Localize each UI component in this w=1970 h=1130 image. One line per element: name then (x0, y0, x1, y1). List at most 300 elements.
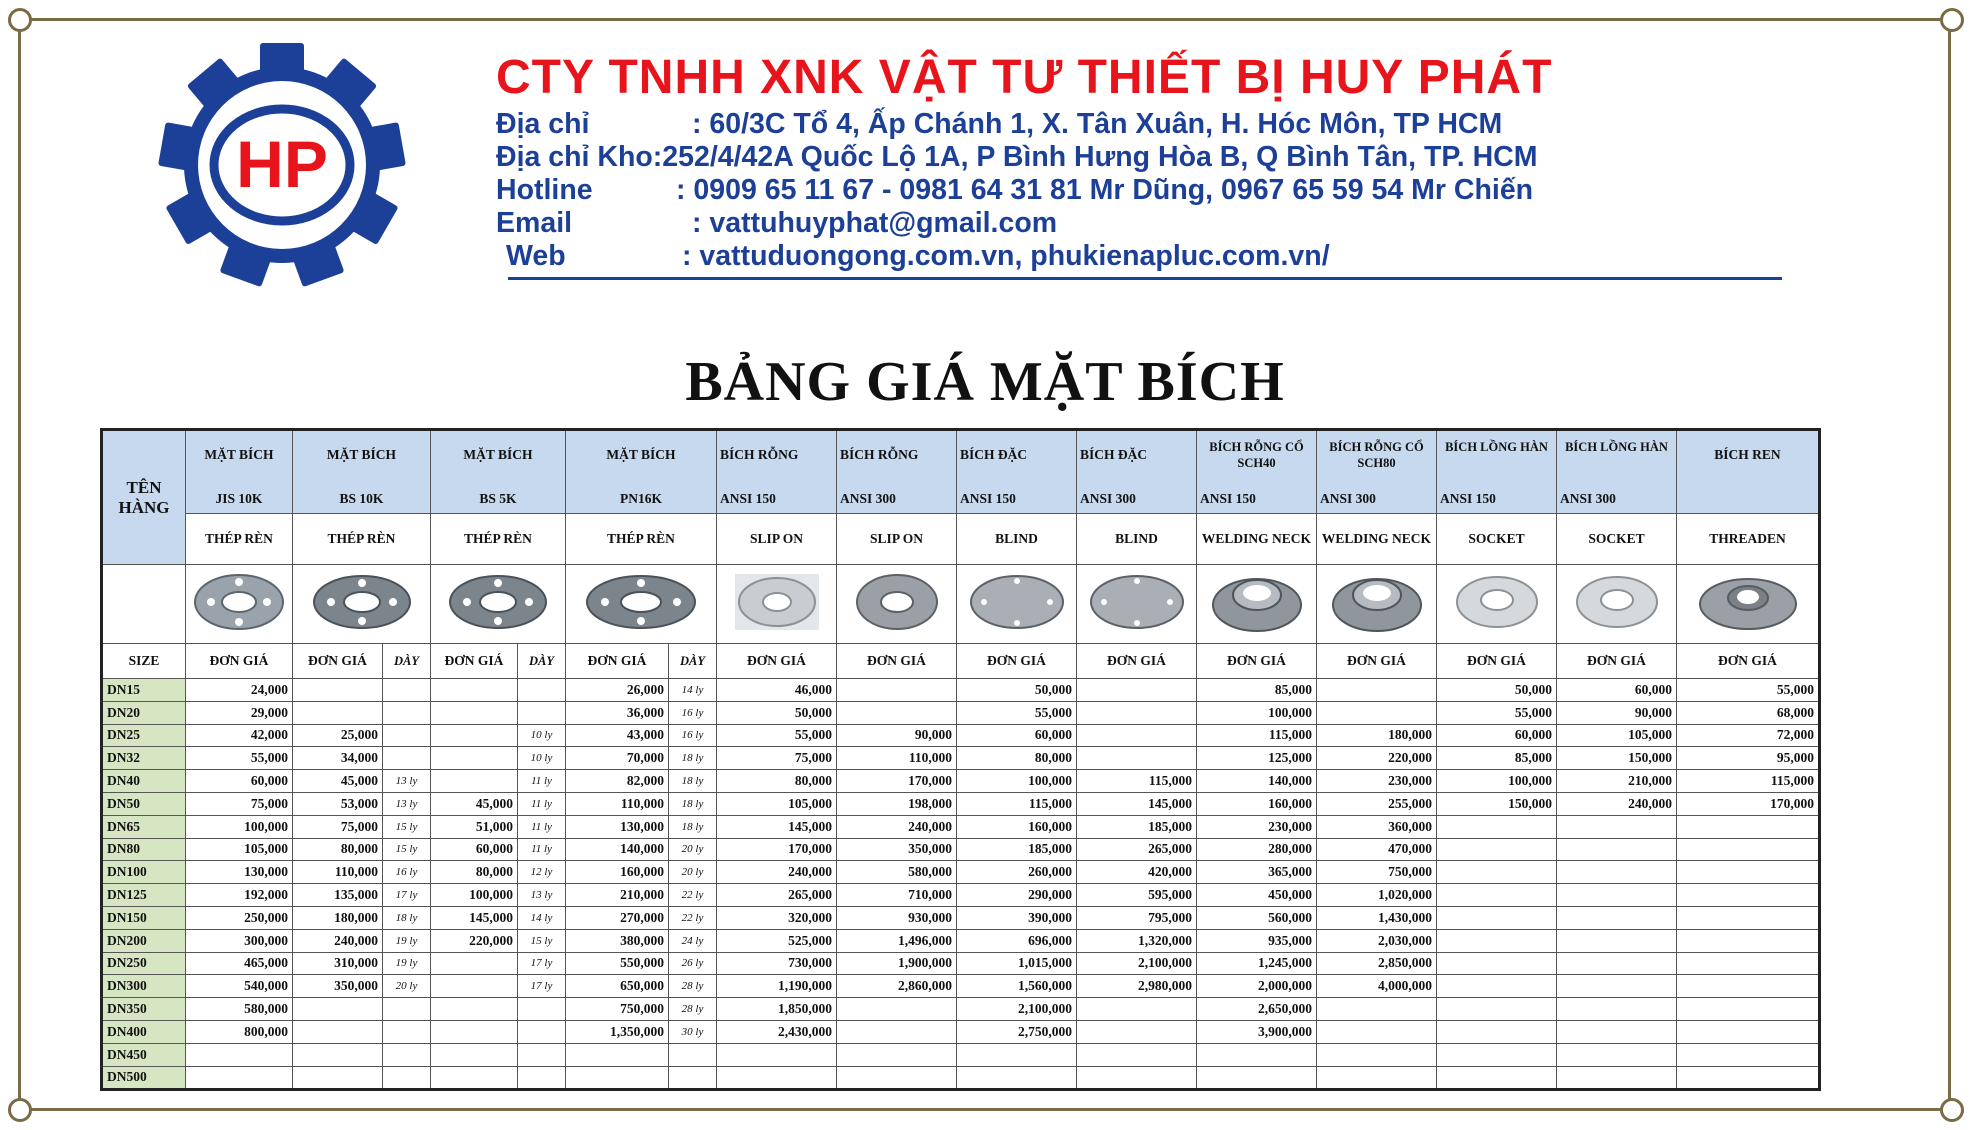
price-cell (293, 1043, 383, 1066)
size-cell: DN20 (102, 701, 186, 724)
price-cell: 185,000 (957, 838, 1077, 861)
name-header (102, 430, 186, 565)
thickness-cell: 20 ly (669, 838, 717, 861)
price-label: ĐƠN GIÁ (431, 644, 518, 679)
table-row (102, 724, 1820, 747)
thickness-cell: 30 ly (669, 1020, 717, 1043)
price-cell: 55,000 (957, 701, 1077, 724)
price-cell (431, 952, 518, 975)
size-cell: DN250 (102, 952, 186, 975)
flange-image-blind-300 (1077, 565, 1197, 644)
price-cell (717, 1066, 837, 1090)
flange-image-bs5k (431, 565, 566, 644)
flange-image-socket-300 (1557, 565, 1677, 644)
table-row (102, 792, 1820, 815)
thickness-cell: 10 ly (518, 747, 566, 770)
price-cell: 320,000 (717, 906, 837, 929)
price-label: ĐƠN GIÁ (837, 644, 957, 679)
price-cell: 105,000 (1557, 724, 1677, 747)
price-cell: 220,000 (431, 929, 518, 952)
price-cell: 2,650,000 (1197, 998, 1317, 1021)
price-cell: 100,000 (1197, 701, 1317, 724)
price-cell (1557, 998, 1677, 1021)
price-cell: 240,000 (1557, 792, 1677, 815)
price-cell: 795,000 (1077, 906, 1197, 929)
price-cell (1437, 1020, 1557, 1043)
price-cell: 250,000 (186, 906, 293, 929)
thickness-cell: 26 ly (669, 952, 717, 975)
size-cell: DN50 (102, 792, 186, 815)
price-cell: 130,000 (186, 861, 293, 884)
price-cell: 290,000 (957, 884, 1077, 907)
price-cell: 36,000 (566, 701, 669, 724)
price-cell: 1,430,000 (1317, 906, 1437, 929)
price-label: ĐƠN GIÁ (717, 644, 837, 679)
col-header-wn-sch40 (1197, 430, 1317, 514)
type-wn-sch40: WELDING NECK (1197, 514, 1317, 565)
price-cell: 140,000 (1197, 770, 1317, 793)
price-cell: 95,000 (1677, 747, 1820, 770)
price-cell: 650,000 (566, 975, 669, 998)
thickness-cell: 15 ly (383, 838, 431, 861)
frame-right (1948, 20, 1951, 1110)
col-header-blind-150 (957, 430, 1077, 514)
thickness-cell (518, 1066, 566, 1090)
price-cell (1557, 884, 1677, 907)
col-header-slipon-300 (837, 430, 957, 514)
price-cell: 1,850,000 (717, 998, 837, 1021)
price-cell: 220,000 (1317, 747, 1437, 770)
price-cell: 580,000 (837, 861, 957, 884)
price-cell: 2,030,000 (1317, 929, 1437, 952)
thickness-cell: 18 ly (669, 770, 717, 793)
price-cell: 380,000 (566, 929, 669, 952)
type-wn-sch80: WELDING NECK (1317, 514, 1437, 565)
thickness-cell: 19 ly (383, 952, 431, 975)
frame-corner-br (1940, 1098, 1964, 1122)
price-cell (1437, 838, 1557, 861)
price-cell: 270,000 (566, 906, 669, 929)
price-cell (1317, 679, 1437, 702)
info-address-label: Địa chỉ (496, 108, 590, 140)
gear-logo-icon (122, 40, 452, 290)
price-cell: 160,000 (1197, 792, 1317, 815)
thickness-cell: 22 ly (669, 884, 717, 907)
price-cell: 75,000 (186, 792, 293, 815)
slip-on-flange-icon (729, 570, 825, 634)
price-cell: 240,000 (293, 929, 383, 952)
size-cell: DN200 (102, 929, 186, 952)
col-header-line1: MẶT BÍCH (204, 447, 274, 462)
company-info (496, 108, 1538, 273)
price-cell (1317, 701, 1437, 724)
price-cell (186, 1066, 293, 1090)
slip-on-flange-icon (849, 570, 945, 634)
col-header-line2: ANSI 150 (960, 491, 1016, 506)
size-cell: DN150 (102, 906, 186, 929)
type-socket-300: SOCKET (1557, 514, 1677, 565)
price-cell: 198,000 (837, 792, 957, 815)
price-cell: 1,560,000 (957, 975, 1077, 998)
name-header-line2: HÀNG (118, 497, 170, 517)
thickness-cell: 15 ly (518, 929, 566, 952)
info-warehouse (496, 141, 1538, 174)
price-cell: 29,000 (186, 701, 293, 724)
price-cell (1677, 838, 1820, 861)
thickness-cell: 16 ly (383, 861, 431, 884)
price-cell (837, 679, 957, 702)
flange-image-slipon-300 (837, 565, 957, 644)
price-cell (431, 770, 518, 793)
type-jis10k: THÉP RÈN (186, 514, 293, 565)
price-cell: 170,000 (1677, 792, 1820, 815)
price-cell: 68,000 (1677, 701, 1820, 724)
thickness-cell (518, 1020, 566, 1043)
thickness-cell: 10 ly (518, 724, 566, 747)
size-cell: DN80 (102, 838, 186, 861)
thickness-cell: 28 ly (669, 975, 717, 998)
info-hotline-value: : 0909 65 11 67 - 0981 64 31 81 Mr Dũng, 0967 65 59 54 Mr Chiến (676, 174, 1534, 206)
frame-corner-tr (1940, 8, 1964, 32)
price-cell (1437, 906, 1557, 929)
price-cell: 360,000 (1317, 815, 1437, 838)
thickness-cell (518, 679, 566, 702)
table-row (102, 975, 1820, 998)
thickness-cell: 11 ly (518, 838, 566, 861)
flange-image-blind-150 (957, 565, 1077, 644)
thickness-cell: 22 ly (669, 906, 717, 929)
size-cell: DN125 (102, 884, 186, 907)
info-address-value: : 60/3C Tổ 4, Ấp Chánh 1, X. Tân Xuân, H. Hóc Môn, TP HCM (692, 108, 1503, 140)
price-cell (1317, 1020, 1437, 1043)
flange-plate-icon (307, 571, 417, 633)
info-underline (508, 277, 1782, 280)
price-cell: 115,000 (957, 792, 1077, 815)
price-cell: 170,000 (837, 770, 957, 793)
price-label: ĐƠN GIÁ (1557, 644, 1677, 679)
price-cell: 34,000 (293, 747, 383, 770)
price-cell: 110,000 (566, 792, 669, 815)
thickness-cell (669, 1043, 717, 1066)
price-cell: 145,000 (1077, 792, 1197, 815)
price-rows (102, 679, 1820, 1090)
price-cell: 110,000 (293, 861, 383, 884)
price-cell (1077, 1020, 1197, 1043)
col-header-line1: BÍCH REN (1714, 447, 1781, 462)
col-header-line1: BÍCH ĐẶC (960, 447, 1028, 462)
price-cell: 90,000 (1557, 701, 1677, 724)
flange-image-slipon-150 (717, 565, 837, 644)
price-cell (431, 1066, 518, 1090)
price-cell: 3,900,000 (1197, 1020, 1317, 1043)
price-cell: 2,100,000 (957, 998, 1077, 1021)
thickness-cell (518, 1043, 566, 1066)
col-header-line1: BÍCH RỖNG (840, 447, 919, 462)
price-cell: 100,000 (431, 884, 518, 907)
flange-plate-icon (443, 571, 553, 633)
price-cell: 420,000 (1077, 861, 1197, 884)
col-header-line2: BS 5K (479, 491, 517, 506)
price-cell: 45,000 (293, 770, 383, 793)
flange-image-socket-150 (1437, 565, 1557, 644)
table-row (102, 701, 1820, 724)
thickness-cell: 18 ly (383, 906, 431, 929)
thickness-cell: 15 ly (383, 815, 431, 838)
size-cell: DN100 (102, 861, 186, 884)
price-cell: 265,000 (1077, 838, 1197, 861)
price-cell (1437, 975, 1557, 998)
price-cell (1197, 1043, 1317, 1066)
flange-image-wn-sch40 (1197, 565, 1317, 644)
price-cell: 160,000 (566, 861, 669, 884)
frame-top (20, 18, 1950, 21)
price-cell: 80,000 (717, 770, 837, 793)
price-cell: 1,190,000 (717, 975, 837, 998)
price-cell (837, 998, 957, 1021)
price-cell (1677, 998, 1820, 1021)
thickness-cell: 11 ly (518, 815, 566, 838)
size-cell: DN15 (102, 679, 186, 702)
price-cell (837, 1066, 957, 1090)
price-cell (431, 747, 518, 770)
price-cell (1077, 998, 1197, 1021)
price-cell: 265,000 (717, 884, 837, 907)
price-cell: 150,000 (1557, 747, 1677, 770)
price-cell (1677, 861, 1820, 884)
price-cell (293, 998, 383, 1021)
price-cell: 55,000 (1437, 701, 1557, 724)
col-header-line1: MẶT BÍCH (606, 447, 676, 462)
size-label: SIZE (102, 644, 186, 679)
type-bs5k: THÉP RÈN (431, 514, 566, 565)
col-header-line2: ANSI 300 (1560, 491, 1616, 506)
price-cell: 1,496,000 (837, 929, 957, 952)
price-cell (1317, 998, 1437, 1021)
table-row (102, 929, 1820, 952)
table-row (102, 998, 1820, 1021)
price-cell (1677, 906, 1820, 929)
price-label: ĐƠN GIÁ (1677, 644, 1820, 679)
price-cell: 53,000 (293, 792, 383, 815)
col-header-blind-300 (1077, 430, 1197, 514)
blind-flange-icon (1082, 570, 1192, 634)
price-cell: 80,000 (431, 861, 518, 884)
price-cell (717, 1043, 837, 1066)
col-header-slipon-150 (717, 430, 837, 514)
price-cell: 25,000 (293, 724, 383, 747)
table-row (102, 747, 1820, 770)
info-web (496, 240, 1538, 273)
flange-image-jis10k (186, 565, 293, 644)
price-cell (1677, 1043, 1820, 1066)
thickness-cell: 11 ly (518, 792, 566, 815)
price-cell (1677, 884, 1820, 907)
price-cell: 580,000 (186, 998, 293, 1021)
price-cell: 150,000 (1437, 792, 1557, 815)
price-cell: 2,000,000 (1197, 975, 1317, 998)
price-cell: 72,000 (1677, 724, 1820, 747)
price-cell: 230,000 (1317, 770, 1437, 793)
price-cell: 55,000 (1677, 679, 1820, 702)
thickness-cell: 24 ly (669, 929, 717, 952)
price-cell (1677, 1020, 1820, 1043)
table-row (102, 906, 1820, 929)
svg-text:HP: HP (236, 127, 328, 201)
type-bs10k: THÉP RÈN (293, 514, 431, 565)
price-cell: 2,860,000 (837, 975, 957, 998)
price-label: ĐƠN GIÁ (293, 644, 383, 679)
price-cell: 540,000 (186, 975, 293, 998)
size-cell: DN25 (102, 724, 186, 747)
price-cell: 60,000 (431, 838, 518, 861)
price-cell: 192,000 (186, 884, 293, 907)
price-cell (431, 724, 518, 747)
price-cell (1557, 1066, 1677, 1090)
price-cell: 300,000 (186, 929, 293, 952)
price-cell (431, 701, 518, 724)
price-cell (186, 1043, 293, 1066)
price-cell (1557, 975, 1677, 998)
col-header-line1: BÍCH ĐẶC (1080, 447, 1148, 462)
table-row (102, 1043, 1820, 1066)
price-cell (837, 1020, 957, 1043)
size-cell: DN350 (102, 998, 186, 1021)
price-cell (1077, 679, 1197, 702)
thickness-cell (383, 679, 431, 702)
price-cell: 90,000 (837, 724, 957, 747)
image-row (102, 565, 1820, 644)
price-label: ĐƠN GIÁ (1197, 644, 1317, 679)
size-cell: DN450 (102, 1043, 186, 1066)
price-cell: 85,000 (1197, 679, 1317, 702)
price-cell: 1,320,000 (1077, 929, 1197, 952)
price-cell: 240,000 (837, 815, 957, 838)
thickness-cell: 18 ly (669, 792, 717, 815)
price-cell (837, 701, 957, 724)
thickness-cell: 11 ly (518, 770, 566, 793)
price-cell (1557, 838, 1677, 861)
price-cell: 80,000 (293, 838, 383, 861)
price-cell: 260,000 (957, 861, 1077, 884)
price-cell: 2,850,000 (1317, 952, 1437, 975)
price-cell: 80,000 (957, 747, 1077, 770)
col-header-line1: BÍCH RỖNG CỔ SCH80 (1329, 440, 1424, 470)
price-cell: 115,000 (1677, 770, 1820, 793)
col-header-line2: BS 10K (339, 491, 384, 506)
price-cell: 4,000,000 (1317, 975, 1437, 998)
type-blind-300: BLIND (1077, 514, 1197, 565)
price-cell (293, 679, 383, 702)
price-cell: 100,000 (186, 815, 293, 838)
company-logo (122, 40, 452, 290)
thickness-cell (383, 747, 431, 770)
thickness-label: DÀY (669, 644, 717, 679)
page-title: BẢNG GIÁ MẶT BÍCH (685, 351, 1285, 413)
table-row (102, 815, 1820, 838)
price-cell: 170,000 (717, 838, 837, 861)
price-cell: 55,000 (717, 724, 837, 747)
price-label: ĐƠN GIÁ (1437, 644, 1557, 679)
price-cell: 2,980,000 (1077, 975, 1197, 998)
welding-neck-flange-icon (1207, 569, 1307, 635)
price-cell (566, 1066, 669, 1090)
price-cell: 51,000 (431, 815, 518, 838)
price-cell: 130,000 (566, 815, 669, 838)
price-cell (1677, 929, 1820, 952)
frame-corner-bl (8, 1098, 32, 1122)
price-cell (957, 1043, 1077, 1066)
info-hotline-label: Hotline (496, 174, 593, 206)
thickness-cell: 20 ly (669, 861, 717, 884)
label-row (102, 644, 1820, 679)
price-label: ĐƠN GIÁ (957, 644, 1077, 679)
price-label: ĐƠN GIÁ (186, 644, 293, 679)
price-cell (293, 1020, 383, 1043)
flange-image-pn16k (566, 565, 717, 644)
price-table (100, 428, 1821, 1091)
price-cell: 105,000 (186, 838, 293, 861)
type-slipon-150: SLIP ON (717, 514, 837, 565)
price-cell: 550,000 (566, 952, 669, 975)
price-cell: 1,350,000 (566, 1020, 669, 1043)
price-label: ĐƠN GIÁ (1077, 644, 1197, 679)
price-cell: 595,000 (1077, 884, 1197, 907)
price-cell (293, 701, 383, 724)
info-web-label: Web (506, 240, 566, 272)
company-name: CTY TNHH XNK VẬT TƯ THIẾT BỊ HUY PHÁT (496, 51, 1553, 104)
thickness-cell: 17 ly (518, 975, 566, 998)
threaded-flange-icon (1693, 570, 1803, 634)
thickness-cell: 13 ly (518, 884, 566, 907)
price-cell: 24,000 (186, 679, 293, 702)
price-cell (566, 1043, 669, 1066)
thickness-cell: 17 ly (383, 884, 431, 907)
price-cell: 350,000 (293, 975, 383, 998)
info-warehouse-label: Địa chỉ Kho: (496, 141, 663, 173)
size-cell: DN65 (102, 815, 186, 838)
price-cell: 800,000 (186, 1020, 293, 1043)
size-cell: DN32 (102, 747, 186, 770)
price-cell: 1,900,000 (837, 952, 957, 975)
price-cell: 60,000 (1437, 724, 1557, 747)
price-cell (1677, 952, 1820, 975)
price-cell: 1,245,000 (1197, 952, 1317, 975)
table-row (102, 770, 1820, 793)
col-header-line2: JIS 10K (215, 491, 263, 506)
welding-neck-flange-icon (1327, 569, 1427, 635)
price-cell: 310,000 (293, 952, 383, 975)
table-row (102, 1020, 1820, 1043)
price-cell (431, 975, 518, 998)
price-cell: 160,000 (957, 815, 1077, 838)
thickness-cell: 28 ly (669, 998, 717, 1021)
col-header-wn-sch80 (1317, 430, 1437, 514)
price-cell (1437, 815, 1557, 838)
price-cell: 365,000 (1197, 861, 1317, 884)
price-cell: 145,000 (717, 815, 837, 838)
price-cell (1437, 929, 1557, 952)
price-cell: 750,000 (566, 998, 669, 1021)
table-row (102, 679, 1820, 702)
price-cell: 105,000 (717, 792, 837, 815)
info-email-label: Email (496, 207, 573, 239)
price-cell (1557, 861, 1677, 884)
price-cell (1437, 998, 1557, 1021)
header-row-spec (102, 430, 1820, 514)
col-header-line2: ANSI 150 (720, 491, 776, 506)
price-cell: 115,000 (1077, 770, 1197, 793)
price-cell: 110,000 (837, 747, 957, 770)
